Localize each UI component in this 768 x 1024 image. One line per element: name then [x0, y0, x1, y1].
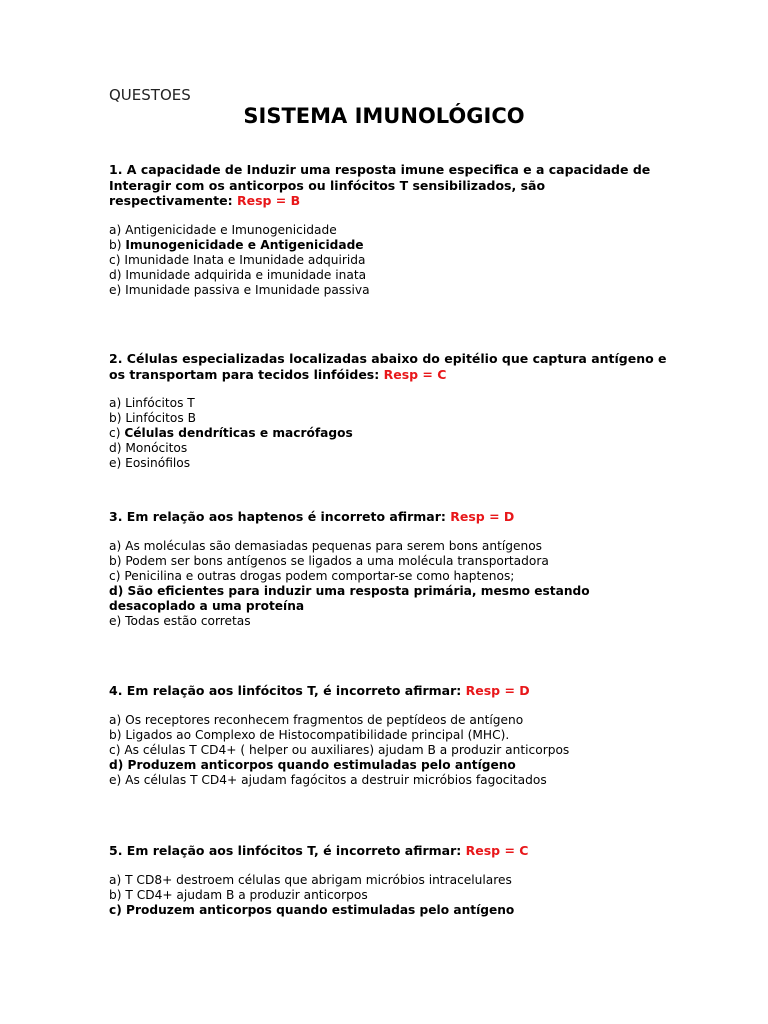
question-2 [109, 351, 669, 471]
option-c-correct: c) Células dendríticas e macrófagos [109, 426, 353, 440]
options-list [109, 396, 669, 471]
option-e: e) Imunidade passiva e Imunidade passiva [109, 282, 370, 297]
answer-key: Resp = C [465, 843, 529, 858]
option-b: b) Podem ser bons antígenos se ligados a uma molécula transportadora [109, 553, 549, 568]
options-list [109, 713, 669, 788]
answer-key: Resp = B [236, 193, 301, 208]
option-c-correct: c) Produzem anticorpos quando estimuladas pelo antígeno [109, 902, 515, 917]
option-e: e) As células T CD4+ ajudam fagócitos a destruir micróbios fagocitados [109, 772, 547, 787]
option-c: c) Penicilina e outras drogas podem comportar-se como haptenos; [109, 568, 515, 583]
options-list [109, 873, 669, 918]
options-list [109, 223, 669, 298]
option-a: a) Linfócitos T [109, 396, 195, 410]
question-text: 3. Em relação aos haptenos é incorreto afirmar: Resp = D [109, 509, 515, 524]
question-text: 1. A capacidade de Induzir uma resposta imune especifica e a capacidade de Interagir com os anticorpos ou linfócitos T sensibilizados, são respectivamente: Resp = B [109, 162, 651, 208]
option-b: b) T CD4+ ajudam B a produzir anticorpos [109, 887, 368, 902]
option-b: b) Linfócitos B [109, 411, 196, 425]
option-e: e) Todas estão corretas [109, 613, 251, 628]
option-a: a) As moléculas são demasiadas pequenas para serem bons antígenos [109, 538, 543, 553]
question-text: 4. Em relação aos linfócitos T, é incorreto afirmar: Resp = D [109, 683, 530, 698]
answer-key: Resp = D [465, 683, 530, 698]
option-a: a) T CD8+ destroem células que abrigam micróbios intracelulares [109, 872, 512, 887]
option-b: b) Ligados ao Complexo de Histocompatibilidade principal (MHC). [109, 727, 510, 742]
question-5 [109, 843, 669, 918]
page-title-text: SISTEMA IMUNOLÓGICO [243, 104, 525, 128]
question-4 [109, 683, 669, 788]
question-text: 2. Células especializadas localizadas abaixo do epitélio que captura antígeno e os transportam para tecidos linfóides: Resp = C [109, 351, 667, 382]
question-text: 5. Em relação aos linfócitos T, é incorreto afirmar: Resp = C [109, 843, 529, 858]
option-d: d) Imunidade adquirida e imunidade inata [109, 267, 367, 282]
options-list [109, 539, 669, 629]
option-c: c) As células T CD4+ ( helper ou auxiliares) ajudam B a produzir anticorpos [109, 742, 570, 757]
option-b-correct: b) Imunogenicidade e Antigenicidade [109, 237, 364, 252]
header-label: QUESTOES [109, 86, 191, 104]
option-c: c) Imunidade Inata e Imunidade adquirida [109, 252, 366, 267]
question-3 [109, 509, 669, 629]
question-1 [109, 162, 669, 298]
option-d: d) Monócitos [109, 441, 188, 455]
option-d-correct: d) Produzem anticorpos quando estimuladas pelo antígeno [109, 757, 516, 772]
option-e: e) Eosinófilos [109, 456, 191, 470]
option-d-correct: d) São eficientes para induzir uma resposta primária, mesmo estando desacoplado a uma proteína [109, 583, 590, 613]
answer-key: Resp = D [450, 509, 515, 524]
option-a: a) Antigenicidade e Imunogenicidade [109, 222, 337, 237]
page-title [0, 104, 768, 128]
option-a: a) Os receptores reconhecem fragmentos de peptídeos de antígeno [109, 712, 524, 727]
answer-key: Resp = C [383, 366, 447, 382]
